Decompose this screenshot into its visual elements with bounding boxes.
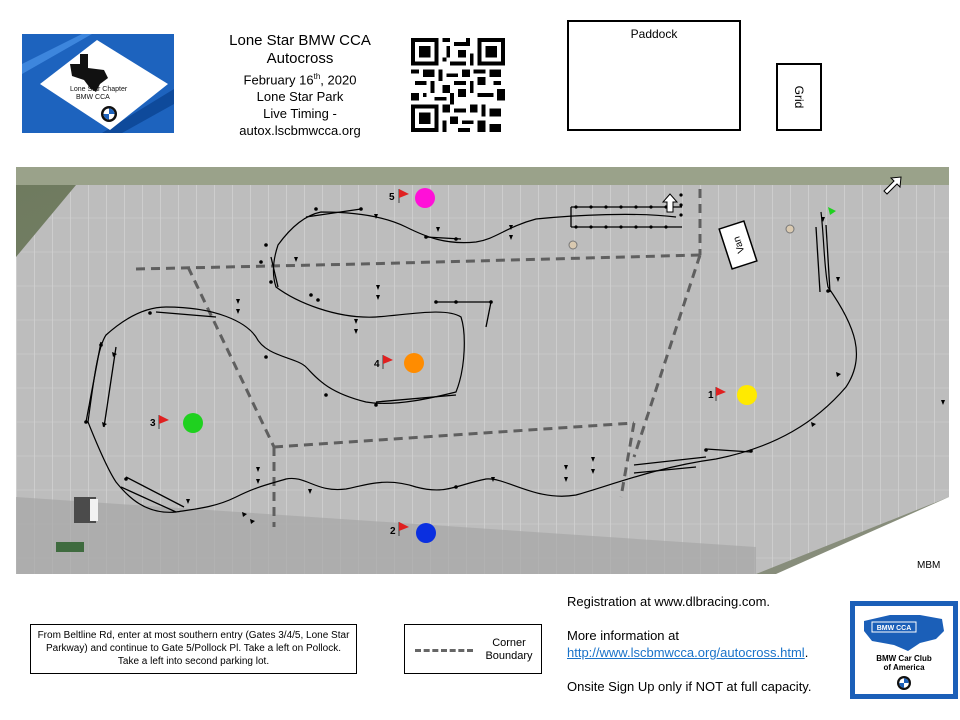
autocross-info-link[interactable]: http://www.lscbmwcca.org/autocross.html	[567, 645, 805, 660]
van-label: Van	[731, 234, 748, 255]
registration-text: Registration at www.dlbracing.com.	[567, 594, 771, 609]
light-pole	[569, 241, 577, 249]
paddock-label: Paddock	[630, 27, 678, 41]
paddock-area	[567, 20, 741, 131]
svg-text:3: 3	[150, 418, 156, 429]
grid-label: Grid	[792, 85, 806, 109]
lone-star-chapter-logo	[22, 34, 174, 133]
event-info: Registration at www.dlbracing.com. More information at http://www.lscbmwcca.org/autocross.html. Onsite Sign Up only if NOT at full capacity.	[567, 593, 837, 712]
station-4-marker	[404, 353, 424, 373]
logo-america-text: of America	[883, 663, 925, 672]
station-2-marker	[416, 523, 436, 543]
logo-club-text: BMW Car Club	[876, 654, 932, 663]
timing-url[interactable]: autox.lscbmwcca.org	[239, 123, 361, 139]
logo-cca-text: BMW CCA	[76, 94, 110, 101]
corner-boundary-swatch	[415, 649, 473, 652]
event-type: Autocross	[266, 50, 334, 67]
logo-chapter-text: Lone Star Chapter	[70, 86, 128, 93]
onsite-signup-text: Onsite Sign Up only if NOT at full capacity.	[567, 679, 812, 694]
bmw-cca-logo	[850, 601, 958, 699]
station-5-marker	[415, 188, 435, 208]
map-credit: MBM	[917, 560, 941, 571]
timing-label: Live Timing -	[263, 106, 337, 122]
svg-text:4: 4	[374, 359, 380, 370]
legend-label: Corner Boundary	[485, 637, 533, 662]
venue: Lone Star Park	[256, 89, 344, 105]
event-header	[200, 32, 400, 139]
directions-box: From Beltline Rd, enter at most southern entry (Gates 3/4/5, Lone Star Parkway) and continue to Gate 5/Pollock Pl. Take a left on Pollock. Take a left into second parking lot.	[30, 624, 357, 674]
svg-text:2: 2	[390, 526, 396, 537]
qr-code[interactable]	[410, 38, 506, 132]
course-map	[16, 167, 949, 574]
light-pole	[786, 225, 794, 233]
svg-text:1: 1	[708, 390, 714, 401]
event-date: February 16th, 2020	[243, 72, 357, 88]
svg-text:5: 5	[389, 192, 395, 203]
station-1-marker	[737, 385, 757, 405]
map-legend	[404, 624, 542, 674]
more-info-label: More information at	[567, 628, 679, 643]
logo-badge-text: BMW CCA	[876, 625, 912, 632]
station-3-marker	[183, 413, 203, 433]
club-title: Lone Star BMW CCA	[229, 32, 371, 49]
grid-area	[776, 63, 822, 131]
